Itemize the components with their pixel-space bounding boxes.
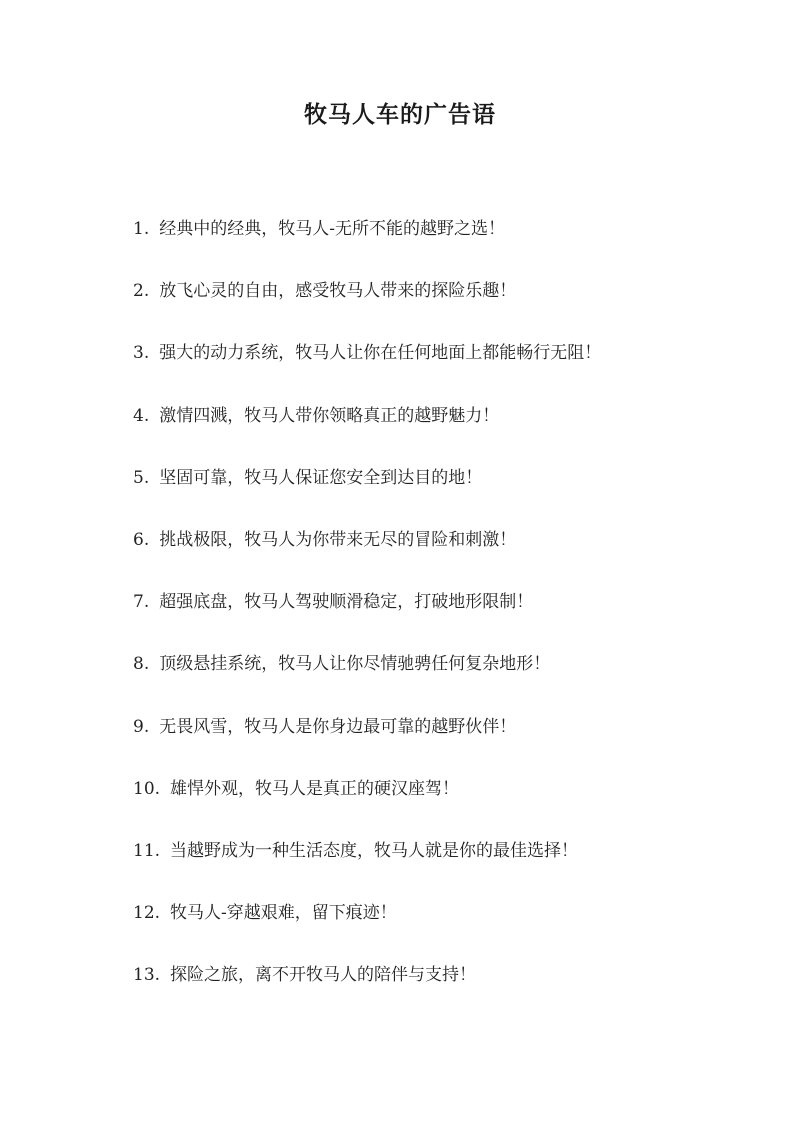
slogan-item <box>133 898 753 960</box>
slogan-item <box>133 401 753 463</box>
item-text: 超强底盘，牧马人驾驶顺滑稳定，打破地形限制！ <box>159 592 534 613</box>
item-number: 10. <box>133 778 161 799</box>
slogan-item <box>133 712 753 774</box>
slogan-item <box>133 214 753 276</box>
item-number: 3. <box>133 343 150 364</box>
item-text: 放飞心灵的自由，感受牧马人带来的探险乐趣！ <box>159 281 517 302</box>
item-number: 5. <box>133 467 150 488</box>
item-text: 探险之旅，离不开牧马人的陪伴与支持！ <box>170 965 477 986</box>
item-text: 坚固可靠，牧马人保证您安全到达目的地！ <box>159 467 483 488</box>
slogan-item <box>133 774 753 836</box>
item-text: 挑战极限，牧马人为你带来无尽的冒险和刺激！ <box>159 529 517 550</box>
item-text: 牧马人-穿越艰难，留下痕迹！ <box>170 903 397 924</box>
item-number: 9. <box>133 716 150 737</box>
item-text: 经典中的经典，牧马人-无所不能的越野之选！ <box>159 219 505 239</box>
item-number: 12. <box>133 903 161 924</box>
slogan-item <box>133 960 753 1022</box>
item-number: 2. <box>133 281 150 302</box>
item-text: 雄悍外观，牧马人是真正的硬汉座驾！ <box>170 778 460 799</box>
slogan-item <box>133 836 753 898</box>
item-text: 强大的动力系统，牧马人让你在任何地面上都能畅行无阻！ <box>159 343 602 364</box>
slogan-item <box>133 276 753 338</box>
item-number: 6. <box>133 529 150 550</box>
slogan-item <box>133 338 753 400</box>
slogan-item <box>133 587 753 649</box>
slogan-item <box>133 463 753 525</box>
item-number: 13. <box>133 965 161 986</box>
item-text: 当越野成为一种生活态度，牧马人就是你的最佳选择！ <box>170 840 579 861</box>
item-number: 7. <box>133 592 150 613</box>
slogan-list <box>133 214 753 1022</box>
item-number: 1. <box>133 219 150 239</box>
item-number: 4. <box>133 405 150 426</box>
slogan-item <box>133 525 753 587</box>
item-number: 8. <box>133 654 150 675</box>
item-text: 激情四溅，牧马人带你领略真正的越野魅力！ <box>159 405 500 426</box>
item-text: 无畏风雪，牧马人是你身边最可靠的越野伙伴！ <box>159 716 517 737</box>
document-title: 牧马人车的广告语 <box>304 101 496 128</box>
item-text: 顶级悬挂系统，牧马人让你尽情驰骋任何复杂地形！ <box>159 654 551 675</box>
item-number: 11. <box>133 840 161 861</box>
slogan-item <box>133 649 753 711</box>
